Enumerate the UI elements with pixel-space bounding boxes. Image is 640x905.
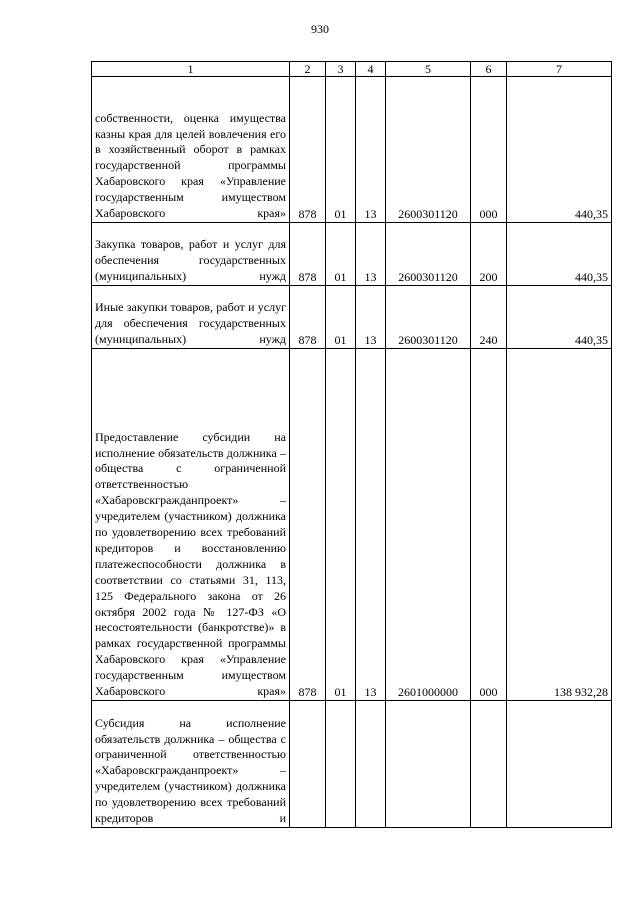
- header-col-4: 4: [356, 62, 386, 77]
- table-row: [92, 349, 612, 701]
- expense-type-code: 200: [471, 223, 507, 286]
- expense-type-code: 000: [471, 349, 507, 701]
- expense-type-code: 000: [471, 77, 507, 223]
- table-header-row: [92, 62, 612, 77]
- header-col-5: 5: [386, 62, 471, 77]
- header-col-2: 2: [290, 62, 326, 77]
- table-row: [92, 286, 612, 349]
- section-code: 01: [326, 77, 356, 223]
- subsection-code: 13: [356, 77, 386, 223]
- row-description: Иные закупки товаров, работ и услуг для обеспечения государственных (муниципальных) нужд: [92, 286, 290, 349]
- row-description: Субсидия на исполнение обязательств должника – общества с ограниченной ответственностью «Хабаровскгражданпроект» – учредителем (участником) должника по удовлетворению всех требований кредиторов и: [92, 701, 290, 828]
- table-row: [92, 223, 612, 286]
- ministry-code: 878: [290, 77, 326, 223]
- subsection-code: 13: [356, 286, 386, 349]
- ministry-code: 878: [290, 349, 326, 701]
- section-code: 01: [326, 223, 356, 286]
- table-row: [92, 77, 612, 223]
- amount: 440,35: [507, 77, 612, 223]
- ministry-code: [290, 701, 326, 828]
- section-code: 01: [326, 286, 356, 349]
- target-article-code: [386, 701, 471, 828]
- target-article-code: 2600301120: [386, 223, 471, 286]
- amount: 440,35: [507, 286, 612, 349]
- expense-type-code: [471, 701, 507, 828]
- subsection-code: 13: [356, 349, 386, 701]
- target-article-code: 2600301120: [386, 286, 471, 349]
- subsection-code: 13: [356, 223, 386, 286]
- subsection-code: [356, 701, 386, 828]
- ministry-code: 878: [290, 286, 326, 349]
- target-article-code: 2601000000: [386, 349, 471, 701]
- header-col-1: 1: [92, 62, 290, 77]
- table-row: [92, 701, 612, 828]
- ministry-code: 878: [290, 223, 326, 286]
- row-description: Закупка товаров, работ и услуг для обеспечения государственных (муниципальных) нужд: [92, 223, 290, 286]
- header-col-6: 6: [471, 62, 507, 77]
- amount: 440,35: [507, 223, 612, 286]
- section-code: [326, 701, 356, 828]
- section-code: 01: [326, 349, 356, 701]
- row-description: Предоставление субсидии на исполнение обязательств должника – общества с ограниченной ответственностью «Хабаровскгражданпроект» – учредителем (участником) должника по удовлетворению всех требований кредиторов и восстановлению платежеспособности должника в соответствии со статьями 31, 113, 125 Федерального закона от 26 октября 2002 года № 127-ФЗ «О несостоятельности (банкротстве)» в рамках государственной программы Хабаровского края «Управление государственным имуществом Хабаровского края»: [92, 349, 290, 701]
- expense-type-code: 240: [471, 286, 507, 349]
- header-col-7: 7: [507, 62, 612, 77]
- amount: [507, 701, 612, 828]
- page-number: 930: [311, 22, 329, 36]
- target-article-code: 2600301120: [386, 77, 471, 223]
- budget-table: [91, 61, 612, 828]
- row-description: собственности, оценка имущества казны края для целей вовлечения его в хозяйственный оборот в рамках государственной программы Хабаровского края «Управление государственным имуществом Хабаровского края»: [92, 77, 290, 223]
- header-col-3: 3: [326, 62, 356, 77]
- amount: 138 932,28: [507, 349, 612, 701]
